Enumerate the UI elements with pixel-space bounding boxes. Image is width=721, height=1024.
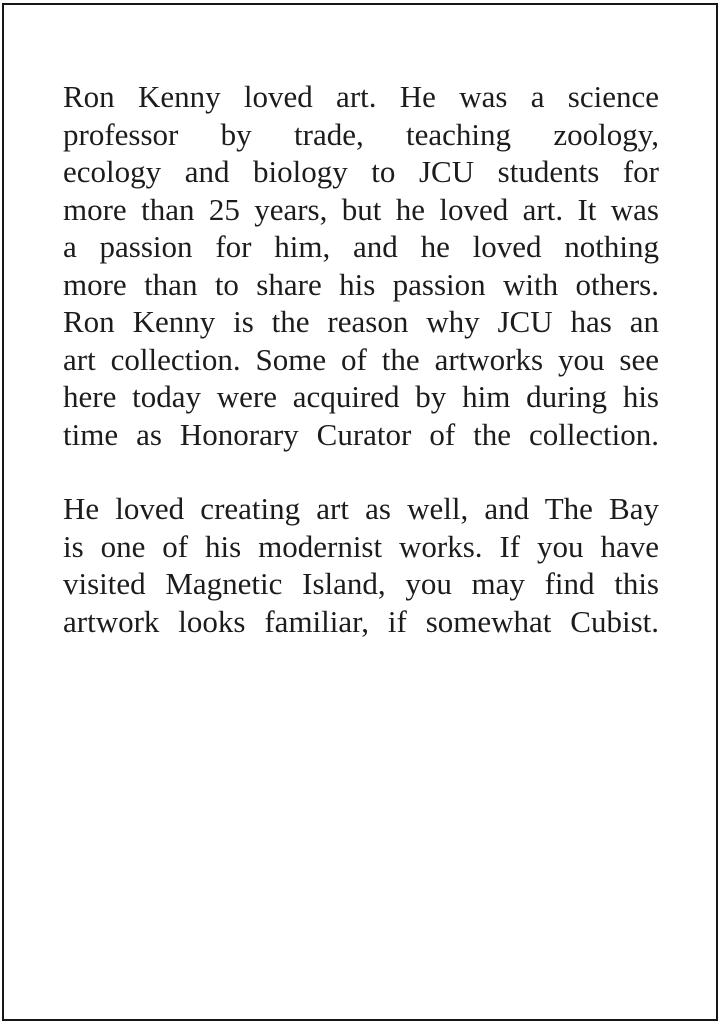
paragraph-2 (63, 490, 659, 640)
text-line: time as Honorary Curator of the collection. (63, 416, 659, 452)
paragraph-1 (63, 78, 659, 453)
text-line: more than to share his passion with others. (63, 266, 659, 302)
text-line: more than 25 years, but he loved art. It was (63, 191, 659, 227)
text-line: art collection. Some of the artworks you see (63, 341, 659, 377)
text-line: professor by trade, teaching zoology, (63, 116, 659, 152)
text-line: artwork looks familiar, if somewhat Cubist. (63, 603, 659, 639)
body-text (63, 78, 659, 640)
text-line: He loved creating art as well, and The Bay (63, 491, 659, 526)
text-line: a passion for him, and he loved nothing (63, 229, 659, 264)
text-line: Ron Kenny is the reason why JCU has an (63, 304, 659, 339)
text-line: here today were acquired by him during his (63, 379, 659, 414)
text-line: Ron Kenny loved art. He was a science (63, 79, 659, 114)
text-line: ecology and biology to JCU students for (63, 154, 659, 189)
text-line: is one of his modernist works. If you have (63, 528, 659, 564)
text-line: visited Magnetic Island, you may find this (63, 566, 659, 601)
